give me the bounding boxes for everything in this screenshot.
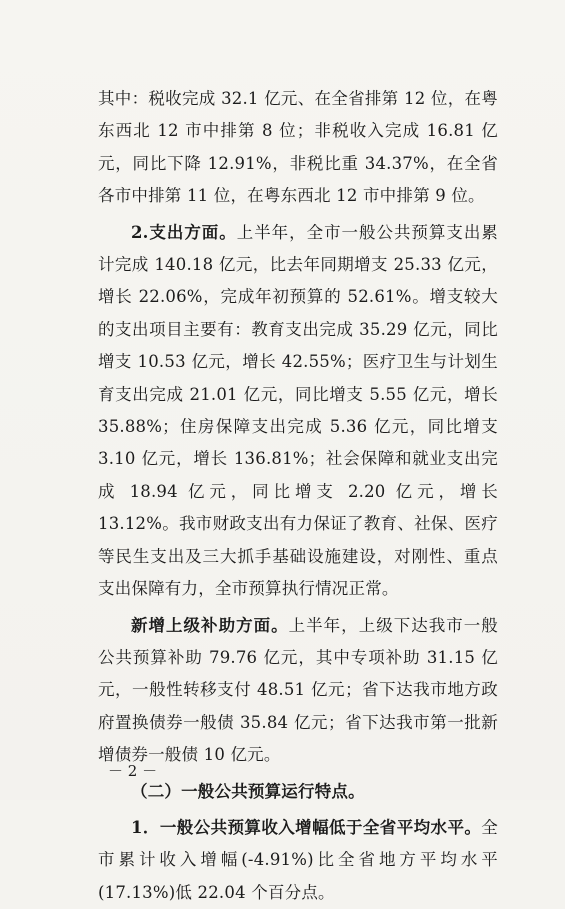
- paragraph-expenditure: [98, 217, 498, 606]
- page-number: － 2 －: [108, 762, 158, 780]
- paragraph-text: 上半年，全市一般公共预算支出累计完成 140.18 亿元，比去年同期增支 25.33 亿元，增长 22.06%，完成年初预算的 52.61%。增支较大的支出项目主要有：教育支出完成 35.29 亿元，同比增支 10.53 亿元，增长 42.55%；医疗卫生与计划生育支出完成 21.01 亿元，同比增支 5.55 亿元，增长 35.88%；住房保障支出完成 5.36 亿元，同比增支 3.10 亿元，增长 136.81%；社会保障和就业支出完成 18.94 亿元，同比增支 2.20 亿元，增长 13.12%。我市财政支出有力保证了教育、社保、医疗等民生支出及三大抓手基础设施建设，对刚性、重点支出保障有力，全市预算执行情况正常。: [98, 222, 498, 599]
- paragraph-heading: 2.支出方面。: [131, 222, 237, 242]
- paragraph-text: 其中：税收完成 32.1 亿元、在全省排第 12 位，在粤东西北 12 市中排第 8 位；非税收入完成 16.81 亿元，同比下降 12.91%，非税比重 34.37%，在全省各市中排第 11 位，在粤东西北 12 市中排第 9 位。: [98, 89, 498, 206]
- paragraph-heading: 1．一般公共预算收入增幅低于全省平均水平。: [131, 817, 482, 837]
- paragraph-text: 全市累计收入增幅(-4.91%)比全省地方平均水平(17.13%)低 22.04 个百分点。: [98, 817, 498, 902]
- paragraph-text: 上半年，上级下达我市一般公共预算补助 79.76 亿元，其中专项补助 31.15 亿元，一般性转移支付 48.51 亿元；省下达我市地方政府置换债券一般债 35.84 亿元；省下达我市第一批新增债券一般债 10 亿元。: [98, 615, 498, 765]
- document-body: [98, 83, 498, 909]
- paragraph-revenue-growth: [98, 812, 498, 909]
- paragraph-tax-revenue: [98, 83, 498, 213]
- paragraph-heading: （二）一般公共预算运行特点。: [131, 781, 365, 801]
- paragraph-subsidy: [98, 610, 498, 772]
- paragraph-heading: 新增上级补助方面。: [131, 615, 289, 635]
- section-heading-budget-features: [98, 776, 498, 808]
